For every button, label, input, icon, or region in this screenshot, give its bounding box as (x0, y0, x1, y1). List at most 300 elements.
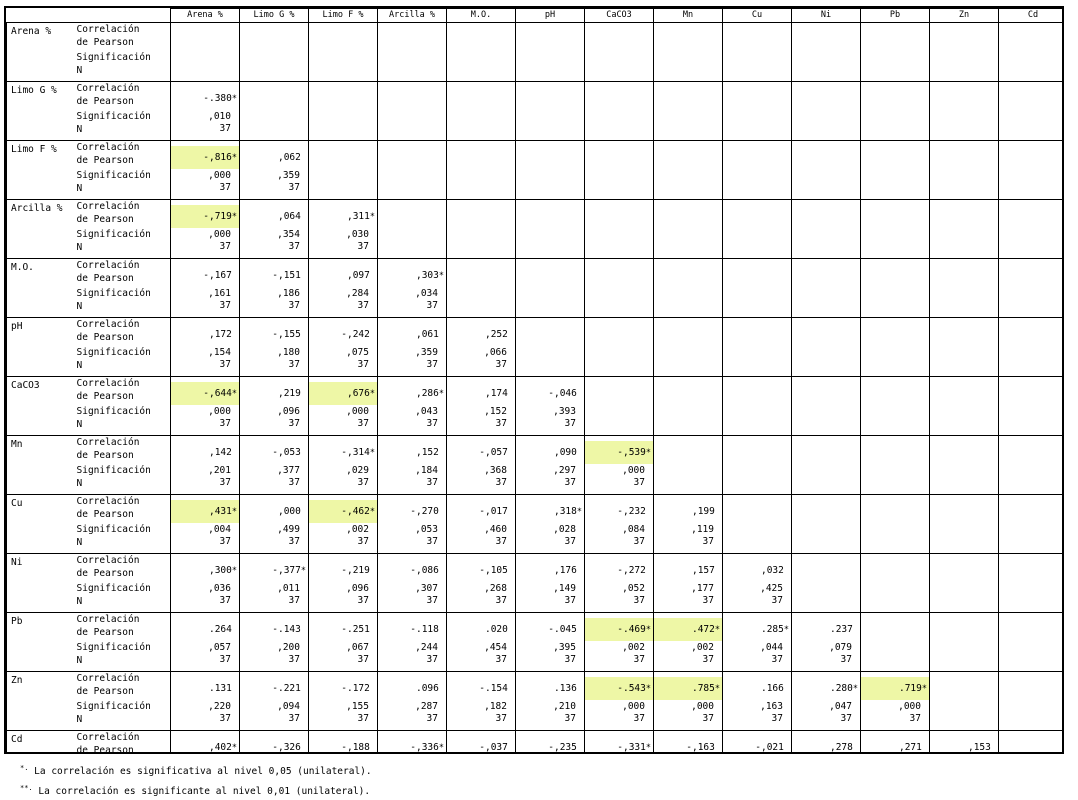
correlation-cell (171, 495, 240, 554)
significance-value: ,201 (208, 465, 231, 476)
footnote-text: La correlación es significativa al nivel 0,05 (unilateral). (34, 766, 372, 778)
pearson-number: ,152 (415, 447, 439, 458)
correlation-cell (171, 731, 240, 755)
pearson-number: ,153 (967, 742, 991, 753)
stat-label-pearson-2: de Pearson (76, 154, 134, 166)
correlation-cell (240, 259, 309, 318)
correlation-cell (378, 377, 447, 436)
stat-label-pearson: Correlación (76, 732, 140, 743)
footnote-mark: *. (20, 764, 29, 772)
n-value: 37 (219, 123, 231, 134)
pearson-value (309, 323, 377, 346)
n-value: 37 (426, 477, 438, 488)
empty-cell (861, 259, 930, 318)
pearson-number: -,270 (410, 506, 439, 517)
pearson-value (309, 500, 377, 523)
pearson-number: -.154 (479, 683, 508, 694)
stat-label-pearson-2: de Pearson (76, 626, 134, 638)
correlation-cell (240, 731, 309, 755)
empty-cell (861, 23, 930, 82)
correlation-cell (171, 318, 240, 377)
pearson-number: -,719 (203, 211, 232, 222)
n-value: 37 (357, 477, 369, 488)
column-header: Arcilla % (378, 9, 447, 23)
empty-cell (585, 200, 654, 259)
empty-cell (999, 613, 1065, 672)
correlation-cell (378, 436, 447, 495)
significance-value: ,177 (691, 583, 714, 594)
empty-cell (723, 200, 792, 259)
correlation-cell (861, 731, 930, 755)
pearson-number: .264 (208, 624, 232, 635)
significance-star: * (369, 448, 375, 458)
significance-value: ,052 (622, 583, 645, 594)
significance-value: ,029 (346, 465, 369, 476)
pearson-number: .280 (829, 683, 853, 694)
pearson-value (792, 736, 860, 754)
row-variable-label: Ni (7, 554, 77, 613)
stat-label-pearson-2: de Pearson (76, 95, 134, 107)
pearson-number: -,151 (272, 270, 301, 281)
significance-value: ,053 (415, 524, 438, 535)
n-value: 37 (426, 654, 438, 665)
empty-cell (654, 200, 723, 259)
significance-value: ,180 (277, 347, 300, 358)
significance-star: * (645, 448, 651, 458)
pearson-number: -,105 (479, 565, 508, 576)
stat-label-significance: Significación (76, 465, 151, 476)
empty-cell (516, 82, 585, 141)
pearson-value (516, 500, 584, 523)
significance-value: ,010 (208, 111, 231, 122)
pearson-value (585, 559, 653, 582)
significance-value: ,425 (760, 583, 783, 594)
n-value: 37 (564, 713, 576, 724)
pearson-value (171, 618, 239, 641)
table-row (7, 613, 1065, 672)
correlation-cell (378, 259, 447, 318)
pearson-value (171, 559, 239, 582)
footnote-single-star (20, 760, 372, 780)
correlation-cell (585, 672, 654, 731)
significance-value: ,359 (415, 347, 438, 358)
stat-label-pearson-2: de Pearson (76, 213, 134, 225)
stat-label-n: N (76, 241, 83, 253)
correlation-cell (171, 613, 240, 672)
row-variable-label: pH (7, 318, 77, 377)
empty-cell (723, 141, 792, 200)
significance-value: ,000 (622, 701, 645, 712)
empty-cell (723, 436, 792, 495)
pearson-value (378, 500, 446, 523)
pearson-number: .131 (208, 683, 232, 694)
column-header: Limo G % (240, 9, 309, 23)
correlation-cell (309, 377, 378, 436)
n-value: 37 (357, 241, 369, 252)
column-header: Arena % (171, 9, 240, 23)
pearson-value (447, 441, 515, 464)
empty-cell (378, 141, 447, 200)
significance-value: ,030 (346, 229, 369, 240)
correlation-cell (723, 613, 792, 672)
significance-value: ,182 (484, 701, 507, 712)
empty-cell (585, 259, 654, 318)
table-row (7, 200, 1065, 259)
empty-cell (585, 23, 654, 82)
pearson-value (723, 559, 791, 582)
stat-label-significance: Significación (76, 524, 151, 535)
pearson-number: .237 (829, 624, 853, 635)
pearson-number: ,061 (415, 329, 439, 340)
correlation-cell (378, 672, 447, 731)
stat-label-n: N (76, 595, 83, 607)
significance-value: ,067 (346, 642, 369, 653)
stat-label-n: N (76, 182, 83, 194)
pearson-value (171, 500, 239, 523)
empty-cell (930, 436, 999, 495)
empty-cell (792, 23, 861, 82)
stat-label-significance: Significación (76, 170, 151, 181)
pearson-value (309, 618, 377, 641)
stat-label-significance: Significación (76, 288, 151, 299)
pearson-number: -.045 (548, 624, 577, 635)
n-value: 37 (495, 654, 507, 665)
pearson-number: -,167 (203, 270, 232, 281)
empty-cell (240, 23, 309, 82)
pearson-number: ,199 (691, 506, 715, 517)
pearson-number: ,278 (829, 742, 853, 753)
pearson-number: ,271 (898, 742, 922, 753)
pearson-number: -.172 (341, 683, 370, 694)
correlation-table (6, 8, 1064, 754)
stat-label-pearson: Correlación (76, 319, 140, 330)
significance-value: ,034 (415, 288, 438, 299)
significance-value: ,066 (484, 347, 507, 358)
pearson-number: -,539 (617, 447, 646, 458)
significance-star: * (645, 743, 651, 753)
correlation-cell (171, 200, 240, 259)
correlation-cell (585, 554, 654, 613)
pearson-number: ,402 (208, 742, 232, 753)
pearson-value (654, 500, 722, 523)
n-value: 37 (426, 359, 438, 370)
pearson-value (447, 736, 515, 754)
significance-star: * (714, 684, 720, 694)
correlation-cell (309, 200, 378, 259)
stat-label-n: N (76, 536, 83, 548)
stat-label-pearson-2: de Pearson (76, 685, 134, 697)
significance-star: * (369, 507, 375, 517)
pearson-value (171, 87, 239, 110)
empty-cell (654, 23, 723, 82)
pearson-value (447, 618, 515, 641)
n-value: 37 (702, 536, 714, 547)
footnotes (20, 760, 372, 800)
n-value: 37 (219, 595, 231, 606)
row-statistic-labels (77, 82, 171, 141)
empty-cell (309, 82, 378, 141)
empty-cell (861, 495, 930, 554)
column-header: Ni (792, 9, 861, 23)
correlation-cell (654, 731, 723, 755)
significance-value: ,268 (484, 583, 507, 594)
n-value: 37 (633, 713, 645, 724)
stat-label-pearson: Correlación (76, 378, 140, 389)
empty-cell (999, 436, 1065, 495)
pearson-number: ,431 (208, 506, 232, 517)
empty-cell (930, 495, 999, 554)
significance-value: ,354 (277, 229, 300, 240)
empty-cell (723, 377, 792, 436)
empty-cell (516, 141, 585, 200)
significance-value: ,000 (346, 406, 369, 417)
pearson-number: -,053 (272, 447, 301, 458)
significance-star: * (783, 625, 789, 635)
significance-value: ,043 (415, 406, 438, 417)
significance-value: ,287 (415, 701, 438, 712)
correlation-cell (171, 259, 240, 318)
n-value: 37 (771, 595, 783, 606)
significance-value: ,044 (760, 642, 783, 653)
empty-cell (999, 672, 1065, 731)
pearson-value (723, 618, 791, 641)
empty-cell (654, 82, 723, 141)
correlation-cell (171, 377, 240, 436)
empty-cell (792, 200, 861, 259)
n-value: 37 (771, 654, 783, 665)
correlation-cell (240, 672, 309, 731)
table-row (7, 672, 1065, 731)
significance-value: ,002 (346, 524, 369, 535)
empty-cell (447, 200, 516, 259)
significance-star: * (231, 566, 237, 576)
pearson-number: -.469 (617, 624, 646, 635)
significance-value: ,000 (622, 465, 645, 476)
n-value: 37 (288, 654, 300, 665)
n-value: 37 (357, 536, 369, 547)
significance-value: ,161 (208, 288, 231, 299)
pearson-number: -.118 (410, 624, 439, 635)
correlation-cell (171, 82, 240, 141)
empty-cell (378, 200, 447, 259)
pearson-number: -.543 (617, 683, 646, 694)
empty-cell (309, 141, 378, 200)
empty-cell (723, 318, 792, 377)
pearson-value (654, 559, 722, 582)
pearson-number: .285 (760, 624, 784, 635)
pearson-number: -,021 (755, 742, 784, 753)
stat-label-pearson-2: de Pearson (76, 36, 134, 48)
pearson-number: -.221 (272, 683, 301, 694)
pearson-number: -,046 (548, 388, 577, 399)
correlation-cell (516, 613, 585, 672)
empty-cell (654, 377, 723, 436)
pearson-value (516, 441, 584, 464)
empty-cell (447, 82, 516, 141)
significance-value: ,368 (484, 465, 507, 476)
empty-cell (930, 200, 999, 259)
empty-cell (930, 672, 999, 731)
significance-value: ,244 (415, 642, 438, 653)
n-value: 37 (357, 359, 369, 370)
stat-label-n: N (76, 654, 83, 666)
empty-cell (930, 23, 999, 82)
row-statistic-labels (77, 141, 171, 200)
empty-cell (861, 554, 930, 613)
stat-label-significance: Significación (76, 406, 151, 417)
significance-star: * (231, 743, 237, 753)
row-variable-label: Mn (7, 436, 77, 495)
row-statistic-labels (77, 554, 171, 613)
n-value: 37 (495, 418, 507, 429)
empty-cell (861, 613, 930, 672)
stat-label-n: N (76, 300, 83, 312)
column-header: Limo F % (309, 9, 378, 23)
pearson-value (447, 323, 515, 346)
row-statistic-labels (77, 731, 171, 755)
significance-value: ,154 (208, 347, 231, 358)
header-corner (7, 9, 171, 23)
correlation-cell (309, 554, 378, 613)
significance-star: * (438, 271, 444, 281)
pearson-number: ,000 (277, 506, 301, 517)
significance-value: ,011 (277, 583, 300, 594)
empty-cell (585, 377, 654, 436)
correlation-cell (447, 672, 516, 731)
pearson-number: -,086 (410, 565, 439, 576)
empty-cell (447, 141, 516, 200)
significance-star: * (231, 389, 237, 399)
significance-star: * (300, 566, 306, 576)
stat-label-n: N (76, 713, 83, 725)
pearson-number: -,235 (548, 742, 577, 753)
significance-value: ,220 (208, 701, 231, 712)
column-header: Mn (654, 9, 723, 23)
empty-cell (378, 82, 447, 141)
pearson-value (378, 618, 446, 641)
significance-value: ,186 (277, 288, 300, 299)
pearson-number: ,303 (415, 270, 439, 281)
correlation-cell (171, 554, 240, 613)
n-value: 37 (840, 654, 852, 665)
significance-star: * (231, 212, 237, 222)
n-value: 37 (426, 418, 438, 429)
empty-cell (516, 259, 585, 318)
pearson-number: ,252 (484, 329, 508, 340)
pearson-number: -,377 (272, 565, 301, 576)
correlation-cell (240, 554, 309, 613)
correlation-cell (240, 141, 309, 200)
pearson-value (309, 441, 377, 464)
pearson-number: -,326 (272, 742, 301, 753)
pearson-value (171, 677, 239, 700)
column-header: Pb (861, 9, 930, 23)
correlation-cell (723, 554, 792, 613)
pearson-value (861, 677, 929, 700)
row-variable-label: CaCO3 (7, 377, 77, 436)
footnote-mark: **. (20, 784, 33, 793)
column-header: M.O. (447, 9, 516, 23)
significance-value: ,393 (553, 406, 576, 417)
empty-cell (447, 259, 516, 318)
n-value: 37 (357, 654, 369, 665)
correlation-cell (516, 731, 585, 755)
pearson-number: ,286 (415, 388, 439, 399)
correlation-cell (240, 318, 309, 377)
column-header: pH (516, 9, 585, 23)
significance-value: ,004 (208, 524, 231, 535)
correlation-cell (309, 259, 378, 318)
empty-cell (792, 318, 861, 377)
empty-cell (999, 495, 1065, 554)
n-value: 37 (219, 359, 231, 370)
empty-cell (516, 200, 585, 259)
n-value: 37 (426, 595, 438, 606)
significance-star: * (438, 389, 444, 399)
stat-label-significance: Significación (76, 111, 151, 122)
empty-cell (447, 23, 516, 82)
n-value: 37 (357, 713, 369, 724)
stat-label-n: N (76, 418, 83, 430)
n-value: 37 (633, 654, 645, 665)
significance-value: ,028 (553, 524, 576, 535)
significance-value: ,000 (691, 701, 714, 712)
empty-cell (585, 318, 654, 377)
significance-value: ,000 (898, 701, 921, 712)
table-row (7, 377, 1065, 436)
n-value: 37 (564, 654, 576, 665)
stat-label-pearson: Correlación (76, 496, 140, 507)
empty-cell (861, 436, 930, 495)
pearson-value (447, 382, 515, 405)
empty-cell (861, 318, 930, 377)
pearson-number: -,336 (410, 742, 439, 753)
significance-star: * (231, 507, 237, 517)
significance-value: ,002 (691, 642, 714, 653)
stat-label-significance: Significación (76, 347, 151, 358)
pearson-number: ,300 (208, 565, 232, 576)
correlation-cell (447, 554, 516, 613)
stat-label-pearson: Correlación (76, 83, 140, 94)
table-row (7, 495, 1065, 554)
pearson-value (309, 264, 377, 287)
n-value: 37 (288, 359, 300, 370)
empty-cell (723, 23, 792, 82)
n-value: 37 (909, 713, 921, 724)
correlation-cell (585, 436, 654, 495)
empty-cell (723, 259, 792, 318)
correlation-cell (516, 495, 585, 554)
stat-label-pearson-2: de Pearson (76, 331, 134, 343)
pearson-number: -,242 (341, 329, 370, 340)
significance-value: ,359 (277, 170, 300, 181)
empty-cell (861, 200, 930, 259)
pearson-value (723, 677, 791, 700)
empty-cell (999, 731, 1065, 755)
row-statistic-labels (77, 495, 171, 554)
pearson-number: ,097 (346, 270, 370, 281)
significance-star: * (231, 94, 237, 104)
pearson-value (240, 736, 308, 754)
pearson-value (585, 736, 653, 754)
stat-label-pearson: Correlación (76, 260, 140, 271)
pearson-value (792, 677, 860, 700)
n-value: 37 (219, 300, 231, 311)
column-header: Cu (723, 9, 792, 23)
pearson-value (516, 736, 584, 754)
pearson-number: -,314 (341, 447, 370, 458)
empty-cell (309, 23, 378, 82)
